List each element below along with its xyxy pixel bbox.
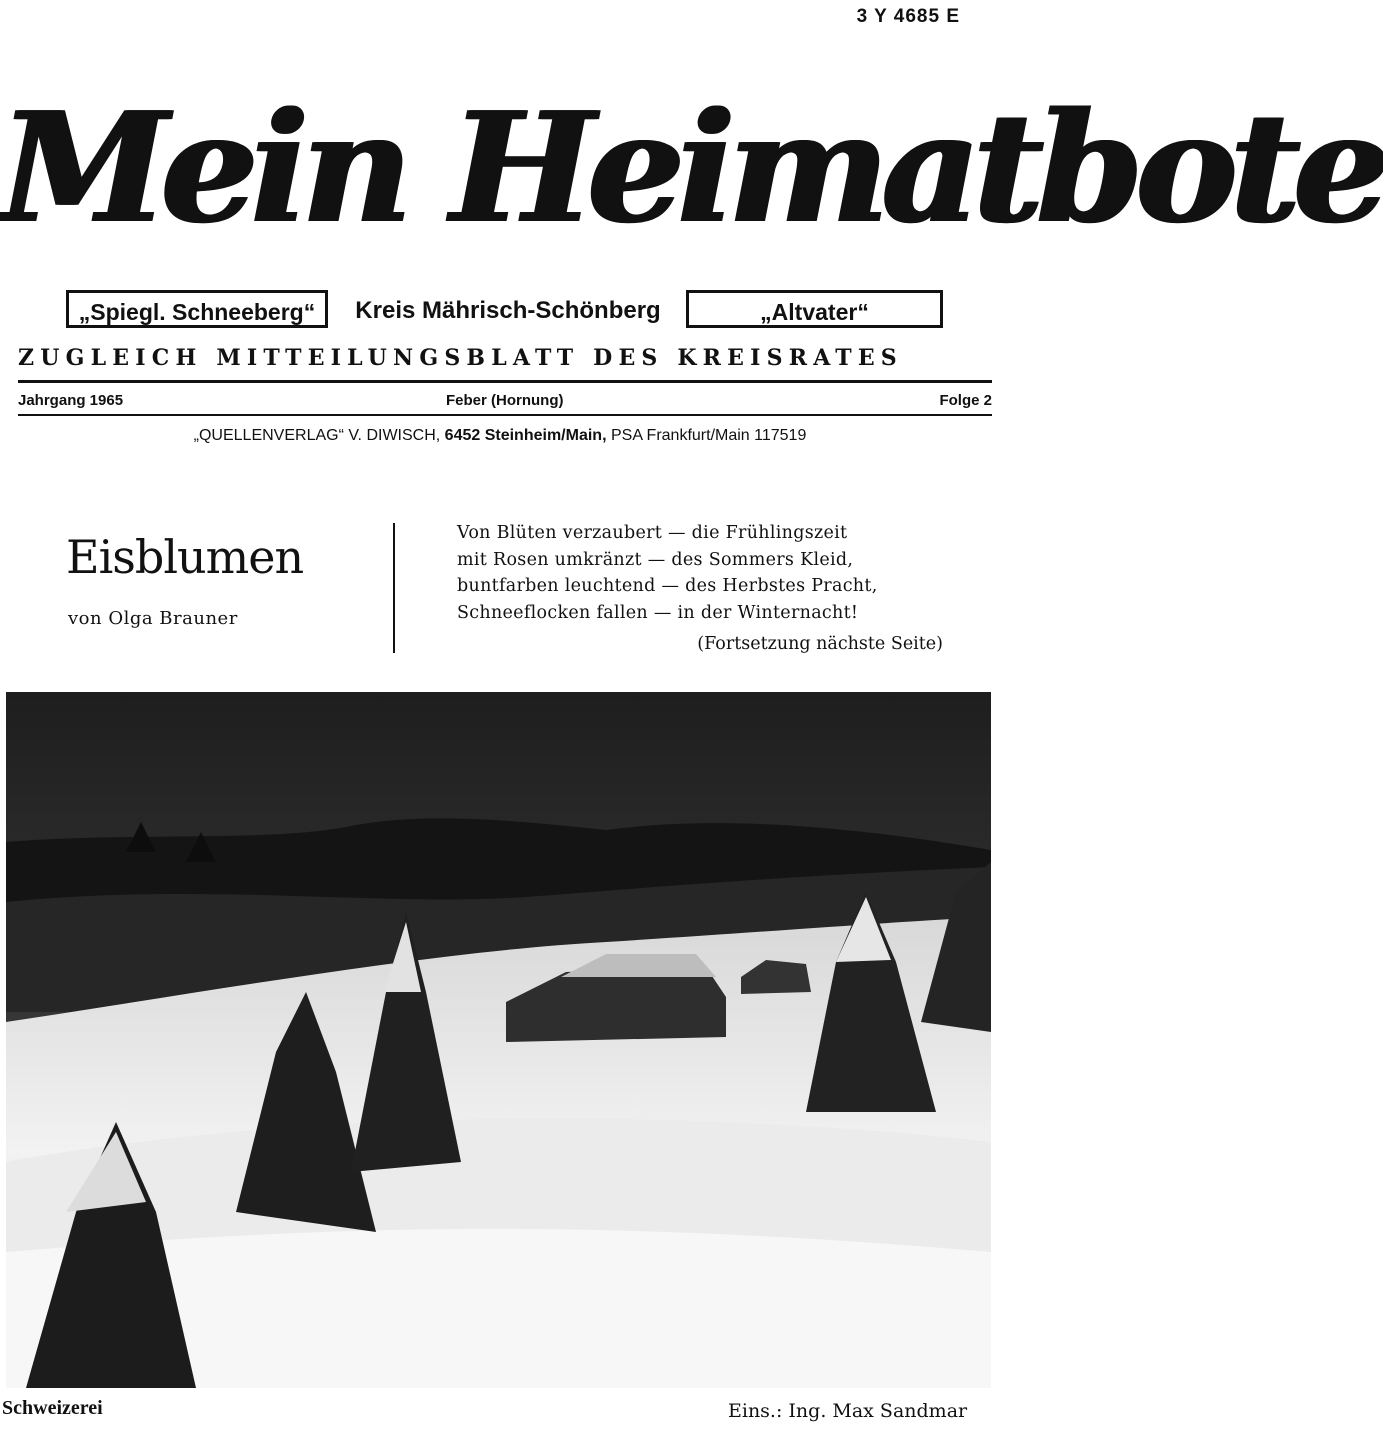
poem	[457, 520, 878, 626]
issue-year: Jahrgang 1965	[18, 392, 124, 409]
divider-top	[18, 380, 992, 383]
publisher-account: PSA Frankfurt/Main 117519	[610, 427, 807, 444]
photo-credit: Eins.: Ing. Max Sandmar	[728, 1400, 968, 1422]
continuation-note: (Fortsetzung nächste Seite)	[697, 634, 943, 654]
article-title: Eisblumen	[66, 530, 304, 584]
poem-line: Schneeflocken fallen — in der Winternacht!	[457, 602, 859, 623]
region-box-left: „Spiegl. Schneeberg“	[66, 290, 328, 328]
article-author: von Olga Brauner	[68, 608, 238, 629]
issue-number: Folge 2	[939, 392, 992, 409]
poem-line: mit Rosen umkränzt — des Sommers Kleid,	[457, 549, 854, 570]
poem-line: Von Blüten verzaubert — die Frühlingszeit	[457, 523, 848, 543]
poem-line: buntfarben leuchtend — des Herbstes Pracht,	[457, 576, 878, 596]
divider-bottom	[18, 414, 992, 416]
publisher-line	[0, 427, 1000, 445]
publisher-address: 6452 Steinheim/Main,	[444, 427, 607, 444]
subheading: ZUGLEICH MITTEILUNGSBLATT DES KREISRATES	[18, 345, 903, 371]
issue-month: Feber (Hornung)	[446, 392, 564, 409]
catalog-code: 3 Y 4685 E	[856, 6, 960, 27]
region-box-right: „Altvater“	[686, 290, 943, 328]
masthead-title: Mein Heimatbote	[0, 78, 1383, 257]
photo-caption: Schweizerei	[2, 1397, 103, 1419]
publisher-name: „QUELLENVERLAG“ V. DIWISCH,	[193, 427, 441, 444]
issue-info-row	[18, 389, 992, 413]
district-label: Kreis Mährisch-Schönberg	[355, 297, 661, 324]
column-divider	[393, 523, 395, 653]
winter-landscape-photo	[6, 692, 991, 1388]
